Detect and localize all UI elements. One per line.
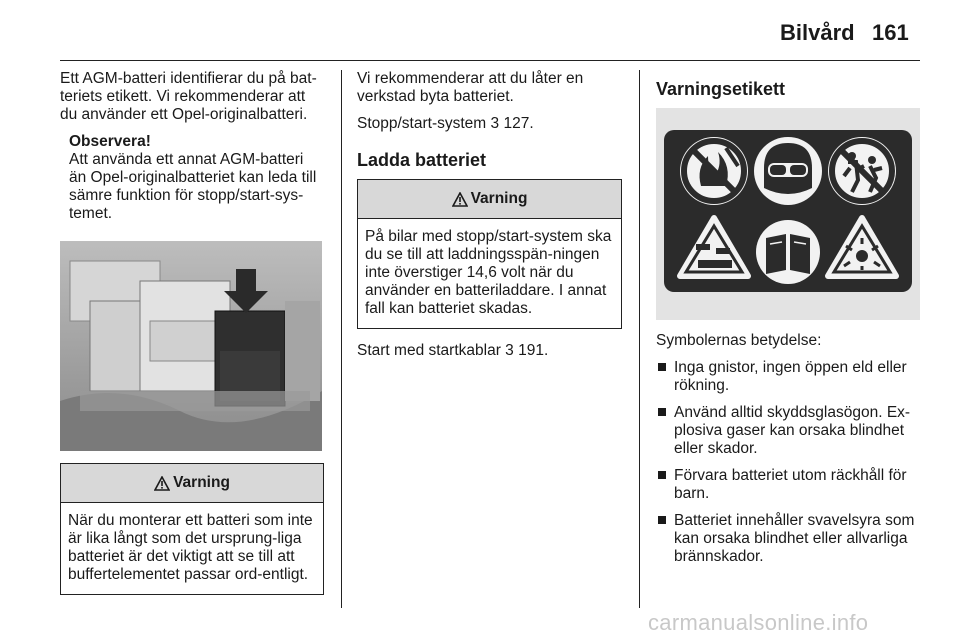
bullet-icon (658, 363, 666, 371)
warning-box-2 (357, 179, 622, 329)
warning-title-2: Varning (470, 190, 528, 207)
column-2 (357, 70, 622, 369)
warning-label-heading: Varningsetikett (656, 79, 786, 99)
list-item: Förvara batteriet utom räckhåll för barn. (656, 467, 922, 503)
column-3 (656, 70, 922, 575)
bullet-icon (658, 516, 666, 524)
column-divider-2 (639, 70, 640, 608)
list-item: Inga gnistor, ingen öppen eld eller rökning. (656, 359, 922, 395)
agm-intro: Ett AGM-batteri identifierar du på bat-teriets etikett. Vi rekommenderar att du använder ett Opel-originalbatteri. (60, 70, 317, 123)
page-ref-arrow-icon: 3 (490, 115, 500, 132)
warning-text-1: När du monterar ett batteri som inte är lika långt som det ursprung-liga batteriet är det viktigt att se till att buffertelementet passar ord-entligt. (68, 512, 313, 583)
symbols-list (656, 359, 922, 566)
column-1 (60, 70, 324, 595)
jump-start-page[interactable]: 191. (518, 342, 549, 359)
note-box (69, 133, 324, 223)
page-number: 161 (872, 20, 909, 45)
jump-start-link-text[interactable]: Start med startkablar (357, 342, 501, 359)
eye-protection-icon (754, 137, 822, 205)
warning-header-2 (358, 180, 621, 219)
warning-triangle-icon (452, 192, 468, 207)
read-manual-icon (756, 220, 820, 284)
warning-header-1 (61, 464, 323, 503)
note-text: Att använda ett annat AGM-batteri än Opel-originalbatteriet kan leda till sämre funktion för stopp/start-sys-temet. (69, 151, 317, 222)
jump-start-reference (357, 342, 622, 360)
warning-label-image (656, 108, 920, 320)
bullet-icon (658, 408, 666, 416)
charge-battery-heading: Ladda batteriet (357, 150, 487, 170)
keep-away-children-icon (828, 137, 896, 205)
no-fire-smoking-icon (680, 137, 748, 205)
page-header (0, 0, 960, 62)
stop-start-reference (357, 115, 622, 133)
page-ref-arrow-icon: 3 (505, 342, 514, 359)
bullet-icon (658, 471, 666, 479)
note-title: Observera! (69, 133, 151, 150)
watermark: carmanualsonline.info (648, 610, 869, 635)
stop-start-link-text[interactable]: Stopp/start-system (357, 115, 487, 132)
warning-triangle-icon (154, 476, 170, 491)
section-title: Bilvård (780, 20, 855, 45)
battery-photo (60, 241, 322, 451)
header-rule (60, 60, 920, 61)
warning-text-2: På bilar med stopp/start-system ska du se till att laddningsspän-ningen inte överstiger 14,6 volt när du använder en batteriladdare. I annat fall kan batteriet skadas. (365, 228, 612, 317)
column-divider-1 (341, 70, 342, 608)
list-item: Batteriet innehåller svavelsyra som kan orsaka blindhet eller allvarliga brännskador. (656, 512, 922, 566)
list-item: Använd alltid skyddsglasögon. Ex-plosiva gaser kan orsaka blindhet eller skador. (656, 404, 922, 458)
warning-box-1 (60, 463, 324, 595)
workshop-paragraph: Vi rekommenderar att du låter en verkstad byta batteriet. (357, 70, 584, 105)
warning-title-1: Varning (173, 474, 230, 491)
symbols-intro: Symbolernas betydelse: (656, 332, 822, 349)
stop-start-page[interactable]: 127. (503, 115, 534, 132)
